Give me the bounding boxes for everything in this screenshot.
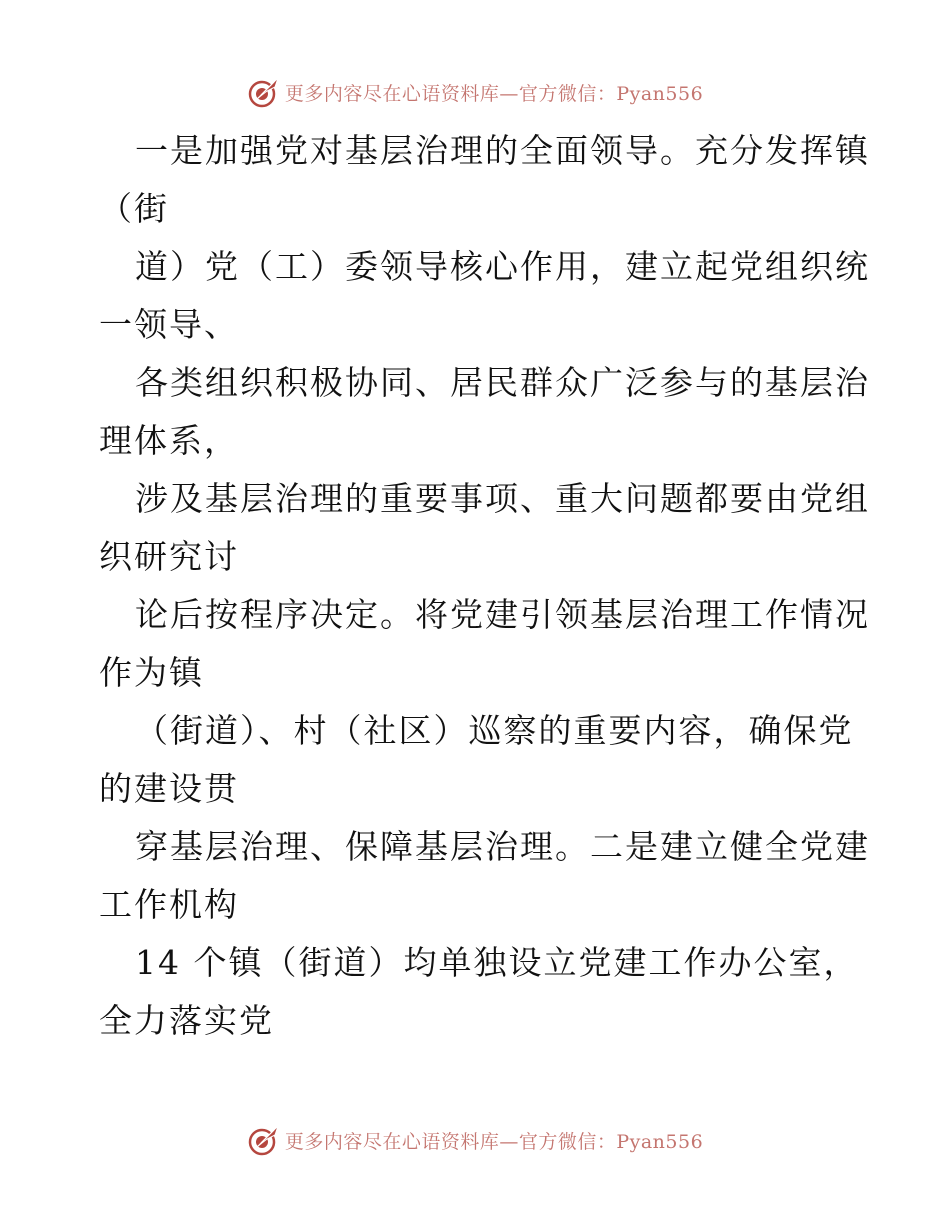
text-line: 涉及基层治理的重要事项、重大问题都要由党组 (135, 479, 870, 518)
footer-banner-text: 更多内容尽在心语资料库—官方微信：Pyan556 (284, 1130, 704, 1153)
text-line: 作为镇 (99, 653, 204, 692)
text-line: 各类组织积极协同、居民群众广泛参与的基层治 (135, 363, 870, 402)
text-line: （街道）、村（社区）巡察的重要内容，确保党 (135, 711, 854, 750)
text-line: 穿基层治理、保障基层治理。二是建立健全党建 (135, 827, 870, 866)
text-line: 的建设贯 (99, 769, 239, 808)
text-line: 道）党（工）委领导核心作用，建立起党组织统 (135, 247, 870, 286)
footer-banner (0, 1120, 950, 1160)
text-line: 一是加强党对基层治理的全面领导。充分发挥镇 (135, 131, 870, 170)
quill-logo-icon (247, 75, 281, 109)
body-text (99, 122, 870, 1050)
text-line: （街 (99, 189, 169, 228)
header-banner-text: 更多内容尽在心语资料库—官方微信：Pyan556 (284, 82, 704, 105)
text-line: 工作机构 (99, 885, 239, 924)
text-line: 织研究讨 (99, 537, 239, 576)
text-line: 全力落实党 (99, 1001, 274, 1040)
text-line: 论后按程序决定。将党建引领基层治理工作情况 (135, 595, 870, 634)
text-line: 一领导、 (99, 305, 239, 344)
text-line: 理体系， (99, 421, 239, 460)
quill-logo-icon (247, 1123, 281, 1157)
header-banner (0, 72, 950, 112)
text-line: 14 个镇（街道）均单独设立党建工作办公室， (135, 943, 859, 982)
